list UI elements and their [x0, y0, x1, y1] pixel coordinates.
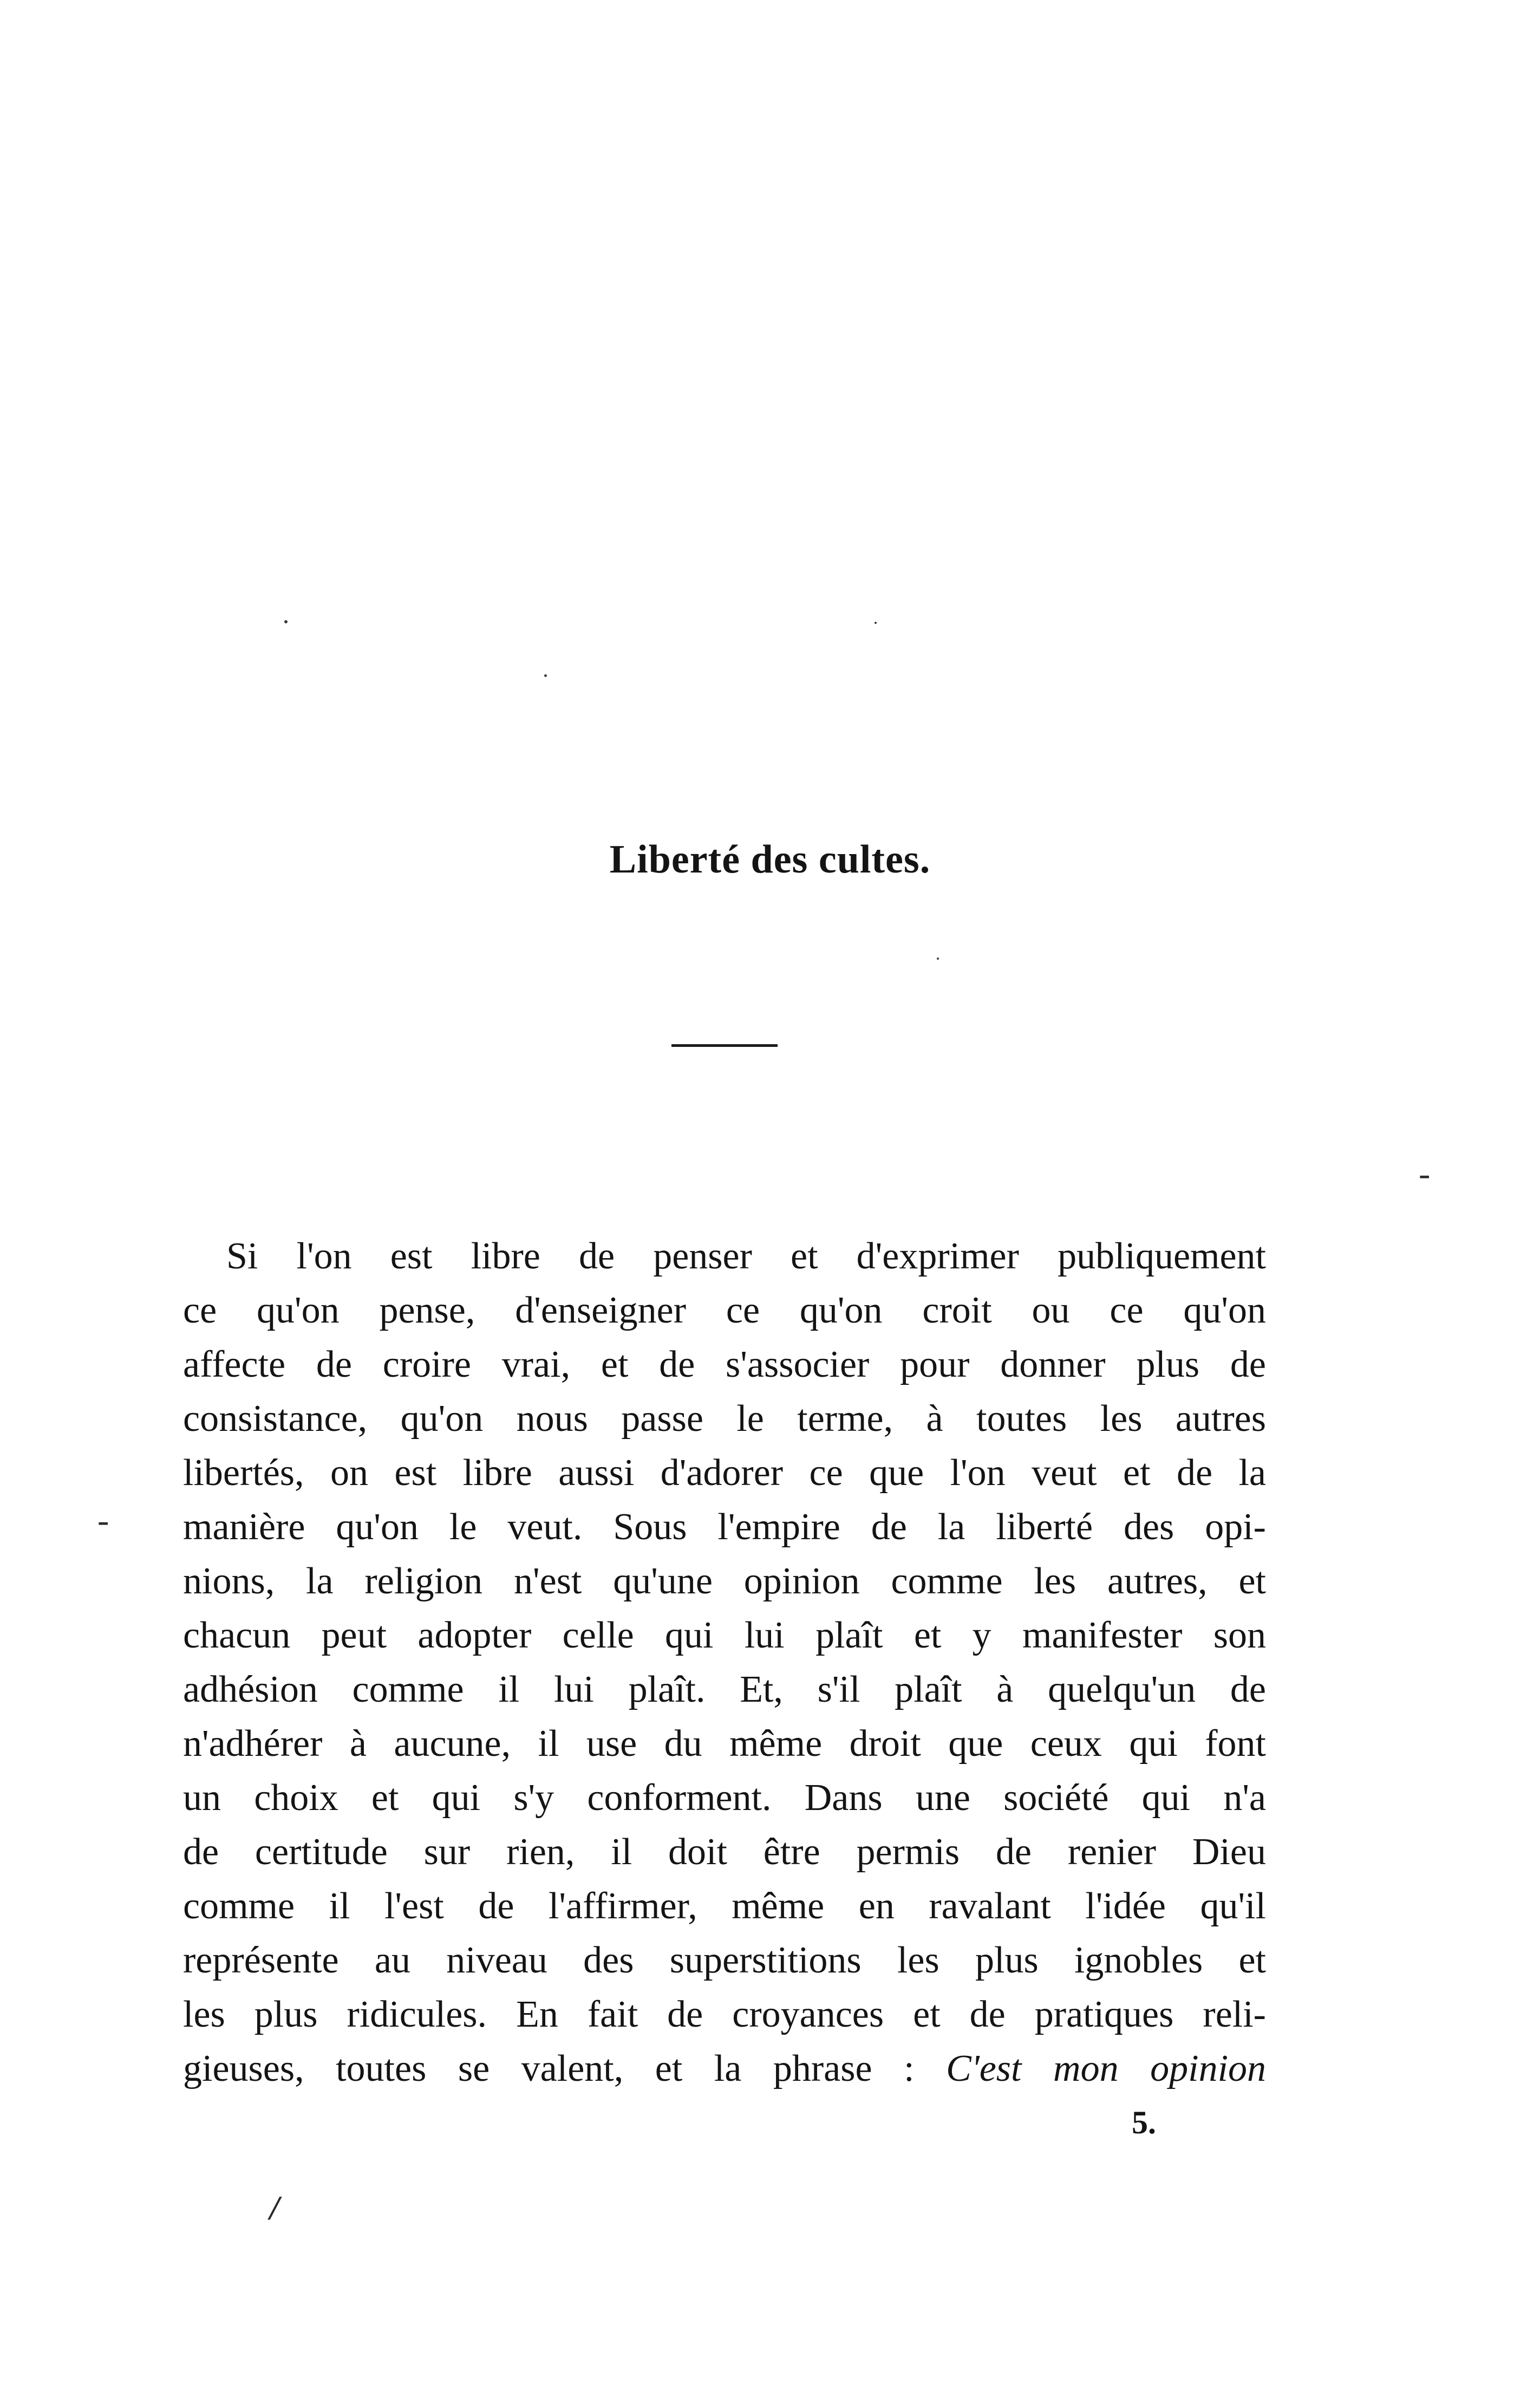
title-divider: [671, 1044, 778, 1047]
text-line: comme il l'est de l'affirmer, même en ravalant l'idée qu'il: [183, 1885, 1266, 1927]
italic-emphasis: C'est mon opinion: [946, 2048, 1267, 2089]
text-line: libertés, on est libre aussi d'adorer ce que l'on veut et de la: [183, 1452, 1266, 1494]
text-line: adhésion comme il lui plaît. Et, s'il plaît à quelqu'un de: [183, 1669, 1266, 1710]
margin-dash-mark: ‑: [1419, 1154, 1431, 1193]
text-line: les plus ridicules. En fait de croyances et de pratiques reli-: [183, 1994, 1266, 2035]
text-line: ce qu'on pense, d'enseigner ce qu'on croit ou ce qu'on: [183, 1290, 1266, 1331]
text-line: nions, la religion n'est qu'une opinion comme les autres, et: [183, 1560, 1266, 1602]
body-paragraph: [183, 1229, 1266, 2096]
ink-speck: [937, 958, 939, 960]
ink-speck: [875, 622, 877, 624]
text-line-last-roman: gieuses, toutes se valent, et la phrase :: [183, 2048, 915, 2089]
ink-speck: [544, 674, 547, 677]
text-line: n'adhérer à aucune, il use du même droit que ceux qui font: [183, 1723, 1266, 1765]
ink-speck: [284, 620, 288, 623]
text-line: de certitude sur rien, il doit être permis de renier Dieu: [183, 1831, 1266, 1873]
text-line: manière qu'on le veut. Sous l'empire de la liberté des opi-: [183, 1506, 1266, 1548]
margin-dash-mark: -: [97, 1501, 109, 1539]
margin-slash-mark: /: [270, 2189, 279, 2227]
page-number: 5.: [1132, 2105, 1156, 2140]
text-line: Si l'on est libre de penser et d'exprimer publiquement: [226, 1235, 1266, 1277]
page-title: Liberté des cultes.: [609, 837, 931, 882]
text-line-last: [183, 2042, 1266, 2096]
text-line: chacun peut adopter celle qui lui plaît et y manifester son: [183, 1614, 1266, 1656]
text-line: consistance, qu'on nous passe le terme, à toutes les autres: [183, 1398, 1266, 1440]
text-line: un choix et qui s'y conforment. Dans une société qui n'a: [183, 1777, 1266, 1819]
text-line: affecte de croire vrai, et de s'associer pour donner plus de: [183, 1344, 1266, 1385]
text-line: représente au niveau des superstitions les plus ignobles et: [183, 1939, 1266, 1981]
